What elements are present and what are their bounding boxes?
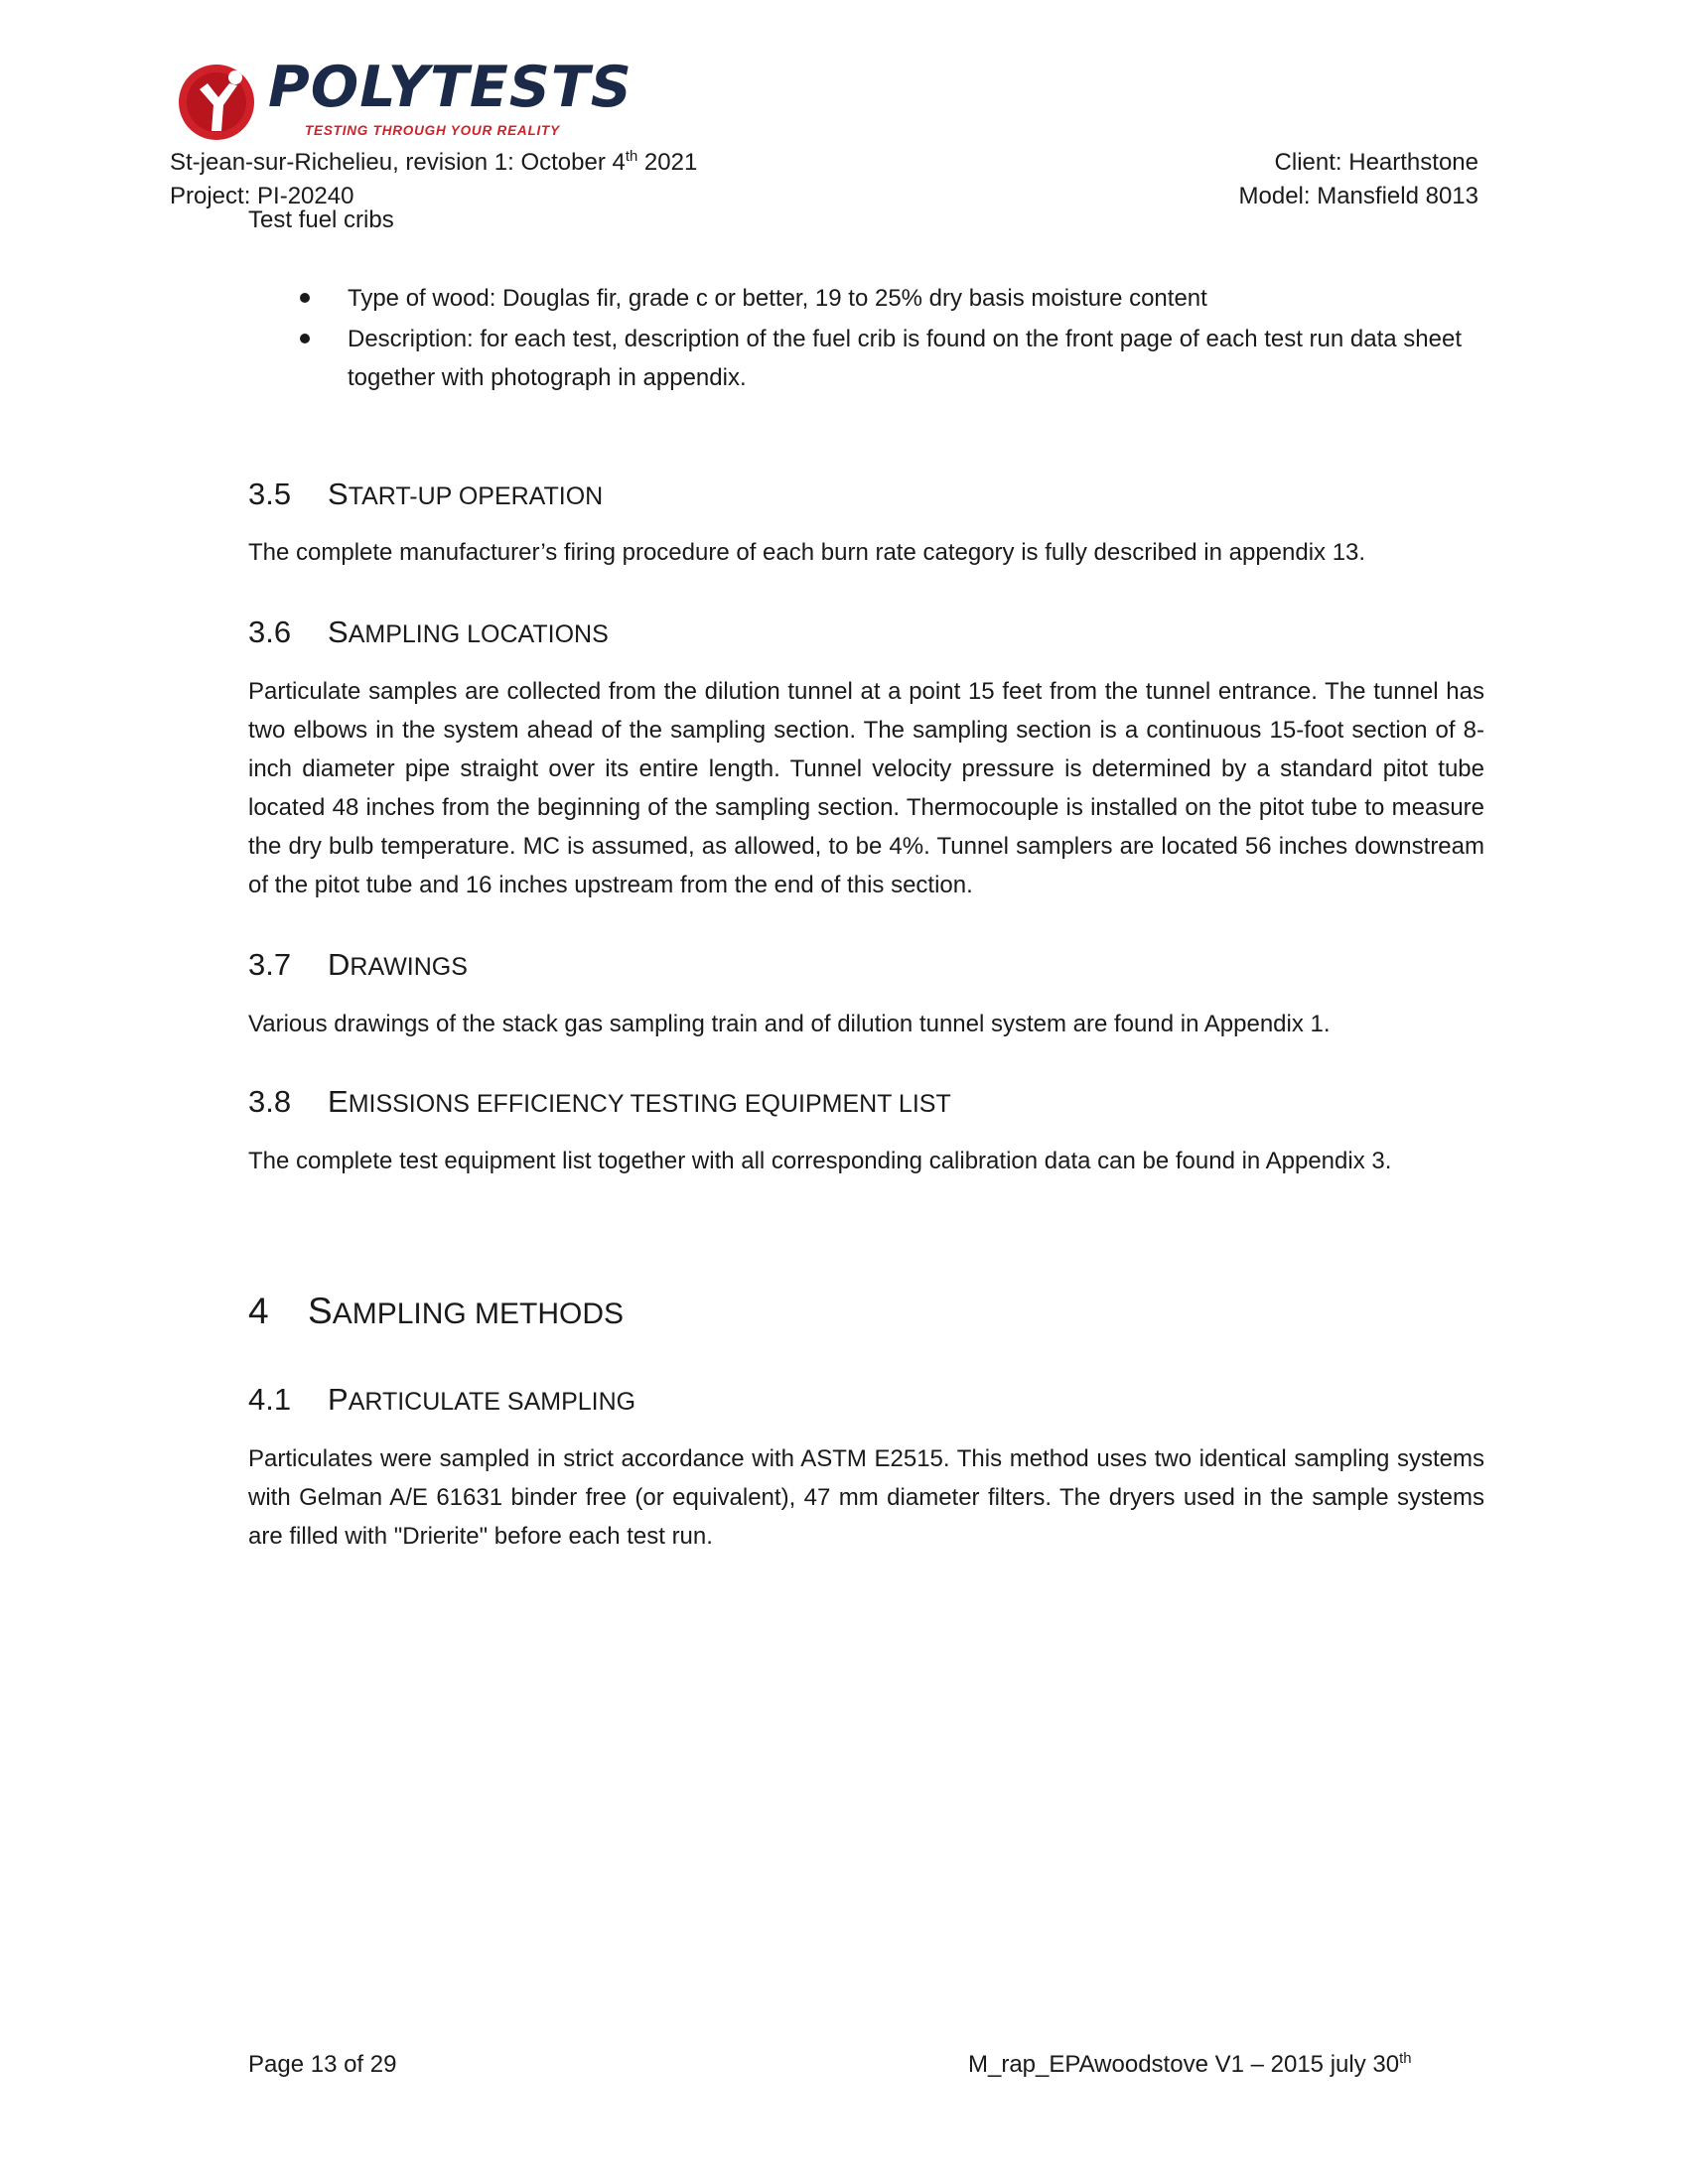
bullet-icon [300, 293, 310, 303]
header-project: Project: PI-20240 [170, 183, 354, 209]
fuel-bullet-list [248, 279, 1484, 399]
list-item: Description: for each test, description of the fuel crib is found on the front page of each test run data sheet together with photograph in appendix. [248, 320, 1484, 397]
section-heading-4-1: 4.1 PARTICULATE SAMPLING [248, 1382, 636, 1417]
section-heading-3-7: 3.7 DRAWINGS [248, 947, 468, 982]
header-model: Model: Mansfield 8013 [1238, 183, 1478, 209]
section-body-3-8: The complete test equipment list together with all corresponding calibration data can be found in Appendix 3. [248, 1148, 1392, 1174]
header-client: Client: Hearthstone [1274, 149, 1478, 176]
header-left [170, 146, 697, 213]
section-heading-3-8: 3.8 EMISSIONS EFFICIENCY TESTING EQUIPMENT LIST [248, 1084, 951, 1119]
section-body-3-6: Particulate samples are collected from the dilution tunnel at a point 15 feet from the tunnel entrance. The tunnel has two elbows in the system ahead of the sampling section. The sampling section is a continuous 15-foot section of 8-inch diameter pipe straight over its entire length. Tunnel velocity pressure is determined by a standard pitot tube located 48 inches from the beginning of the sampling section. Thermocouple is installed on the pitot tube to measure the dry bulb temperature. MC is assumed, as allowed, to be 4%. Tunnel samplers are located 56 inches downstream of the pitot tube and 16 inches upstream from the end of this section. [248, 678, 1484, 898]
footer-page-number: Page 13 of 29 [248, 2051, 397, 2078]
footer-doc-id: M_rap_EPAwoodstove V1 – 2015 july 30th [968, 2051, 1412, 2078]
logo-wordmark: POLYTESTS [268, 55, 633, 120]
section-body-4-1: Particulates were sampled in strict accordance with ASTM E2515. This method uses two identical sampling systems with Gelman A/E 61631 binder free (or equivalent), 47 mm diameter filters. The dryers used in the sample systems are filled with "Drierite" before each test run. [248, 1445, 1484, 1550]
polytests-logo-icon [172, 60, 261, 141]
section-body-3-5: The complete manufacturer’s firing procedure of each burn rate category is fully described in appendix 13. [248, 539, 1366, 566]
section-heading-4: 4 SAMPLING METHODS [248, 1291, 625, 1331]
section-heading-3-5: 3.5 START-UP OPERATION [248, 477, 604, 511]
bullet-icon [300, 334, 310, 343]
fuel-subheading: Test fuel cribs [248, 206, 394, 233]
section-heading-3-6: 3.6 SAMPLING LOCATIONS [248, 614, 609, 649]
header-location-revision: St-jean-sur-Richelieu, revision 1: October 4th 2021 [170, 149, 698, 176]
logo-tagline: TESTING THROUGH YOUR REALITY [305, 123, 560, 138]
section-body-3-7: Various drawings of the stack gas sampling train and of dilution tunnel system are found in Appendix 1. [248, 1011, 1331, 1037]
header-right [1239, 146, 1478, 213]
list-item: Type of wood: Douglas fir, grade c or better, 19 to 25% dry basis moisture content [248, 279, 1484, 318]
